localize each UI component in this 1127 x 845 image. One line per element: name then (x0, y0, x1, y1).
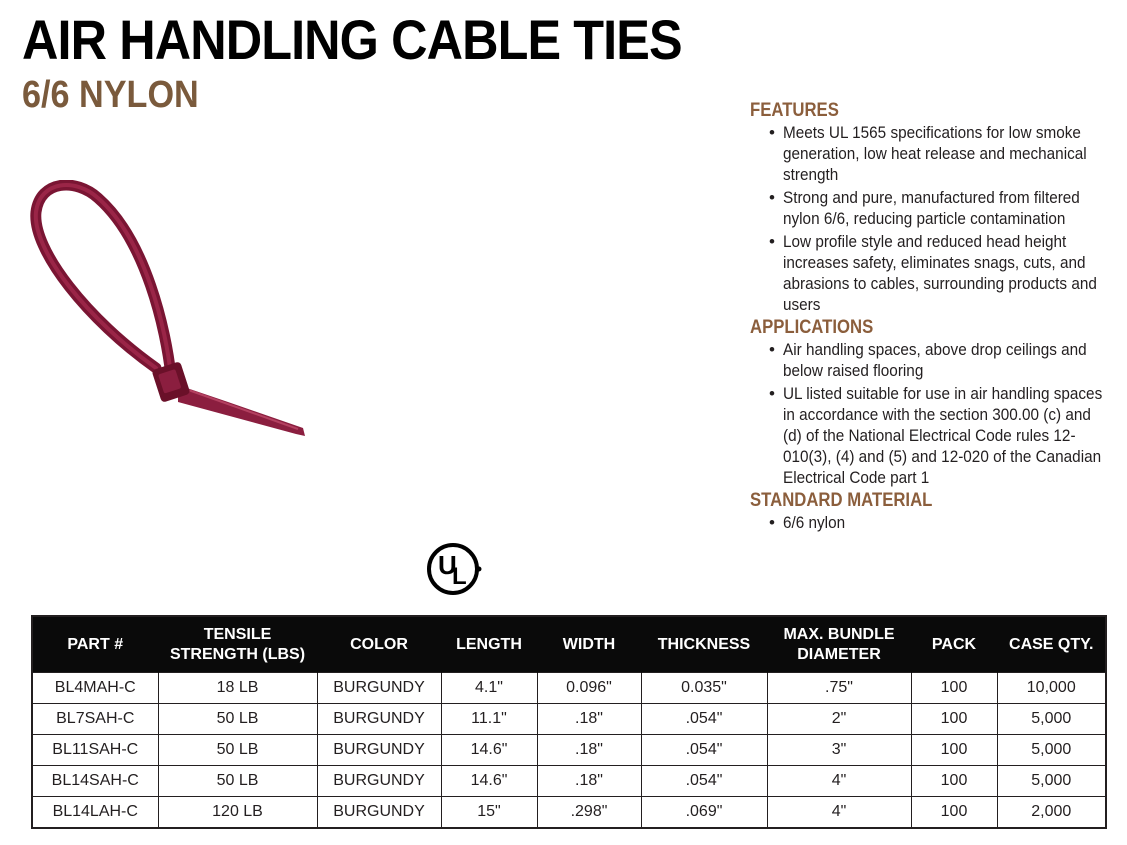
svg-text:L: L (452, 563, 467, 590)
col-header-bundle: MAX. BUNDLE DIAMETER (767, 616, 911, 673)
table-cell: 11.1" (441, 704, 537, 735)
table-cell: 2" (767, 704, 911, 735)
spec-table (31, 615, 1107, 829)
table-cell: .069" (641, 797, 767, 829)
col-header-width: WIDTH (537, 616, 641, 673)
table-row (32, 704, 1106, 735)
table-cell: BURGUNDY (317, 735, 441, 766)
features-section (750, 100, 1110, 315)
table-cell: 0.096" (537, 673, 641, 704)
table-cell: 50 LB (158, 766, 317, 797)
table-row (32, 797, 1106, 829)
table-cell: BURGUNDY (317, 766, 441, 797)
table-cell: 100 (911, 797, 997, 829)
table-cell: 4.1" (441, 673, 537, 704)
col-header-part: PART # (32, 616, 158, 673)
table-header-row (32, 616, 1106, 673)
ul-listed-logo (425, 542, 483, 596)
col-header-thickness: THICKNESS (641, 616, 767, 673)
table-cell: .054" (641, 735, 767, 766)
cable-tie-image (28, 180, 313, 445)
table-row (32, 766, 1106, 797)
col-header-case: CASE QTY. (997, 616, 1106, 673)
table-cell: 10,000 (997, 673, 1106, 704)
table-cell: 15" (441, 797, 537, 829)
feature-item: • Strong and pure, manufactured from filtered nylon 6/6, reducing particle contamination (769, 188, 1080, 228)
table-cell: .298" (537, 797, 641, 829)
table-cell: 50 LB (158, 704, 317, 735)
svg-text:U: U (438, 550, 457, 580)
feature-item: • Meets UL 1565 specifications for low smoke generation, low heat release and mechanical strength (769, 123, 1087, 184)
table-cell: 5,000 (997, 704, 1106, 735)
application-item: • UL listed suitable for use in air handling spaces in accordance with the section 300.00 (c) and (d) of the National Electrical Code rules 12-010(3), (4) and (5) and 12-020 of the Canadian Electrical Code part 1 (769, 384, 1103, 487)
table-cell: BL14LAH-C (32, 797, 158, 829)
applications-heading: APPLICATIONS (750, 317, 874, 338)
table-cell: 100 (911, 673, 997, 704)
applications-section (750, 317, 1110, 488)
table-cell: 100 (911, 704, 997, 735)
features-heading: FEATURES (750, 100, 839, 121)
application-item: • Air handling spaces, above drop ceilings and below raised flooring (769, 340, 1087, 380)
table-cell: .18" (537, 735, 641, 766)
table-cell: 0.035" (641, 673, 767, 704)
table-cell: 2,000 (997, 797, 1106, 829)
table-cell: 120 LB (158, 797, 317, 829)
col-header-length: LENGTH (441, 616, 537, 673)
table-cell: .75" (767, 673, 911, 704)
table-cell: .054" (641, 704, 767, 735)
table-cell: .18" (537, 766, 641, 797)
table-cell: 5,000 (997, 735, 1106, 766)
col-header-pack: PACK (911, 616, 997, 673)
table-cell: BL11SAH-C (32, 735, 158, 766)
table-cell: BL4MAH-C (32, 673, 158, 704)
table-cell: 4" (767, 766, 911, 797)
spec-table-container (31, 615, 1105, 829)
feature-item: • Low profile style and reduced head height increases safety, eliminates snags, cuts, and abrasions to cables, surrounding products and users (769, 232, 1097, 314)
specs-panel (750, 100, 1110, 535)
table-cell: 18 LB (158, 673, 317, 704)
table-cell: 3" (767, 735, 911, 766)
table-cell: 100 (911, 735, 997, 766)
material-heading: STANDARD MATERIAL (750, 490, 933, 511)
table-cell: BL7SAH-C (32, 704, 158, 735)
col-header-color: COLOR (317, 616, 441, 673)
page-title: AIR HANDLING CABLE TIES (22, 8, 682, 71)
table-cell: 50 LB (158, 735, 317, 766)
material-item: • 6/6 nylon (769, 513, 846, 532)
table-cell: BL14SAH-C (32, 766, 158, 797)
table-cell: 4" (767, 797, 911, 829)
table-cell: BURGUNDY (317, 673, 441, 704)
table-row (32, 735, 1106, 766)
table-cell: 5,000 (997, 766, 1106, 797)
table-cell: BURGUNDY (317, 797, 441, 829)
table-cell: BURGUNDY (317, 704, 441, 735)
material-section (750, 490, 1110, 533)
table-cell: 14.6" (441, 735, 537, 766)
col-header-tensile: TENSILE STRENGTH (LBS) (158, 616, 317, 673)
table-cell: .18" (537, 704, 641, 735)
table-cell: 14.6" (441, 766, 537, 797)
page-subtitle: 6/6 NYLON (22, 74, 199, 116)
table-row (32, 673, 1106, 704)
table-cell: .054" (641, 766, 767, 797)
table-cell: 100 (911, 766, 997, 797)
